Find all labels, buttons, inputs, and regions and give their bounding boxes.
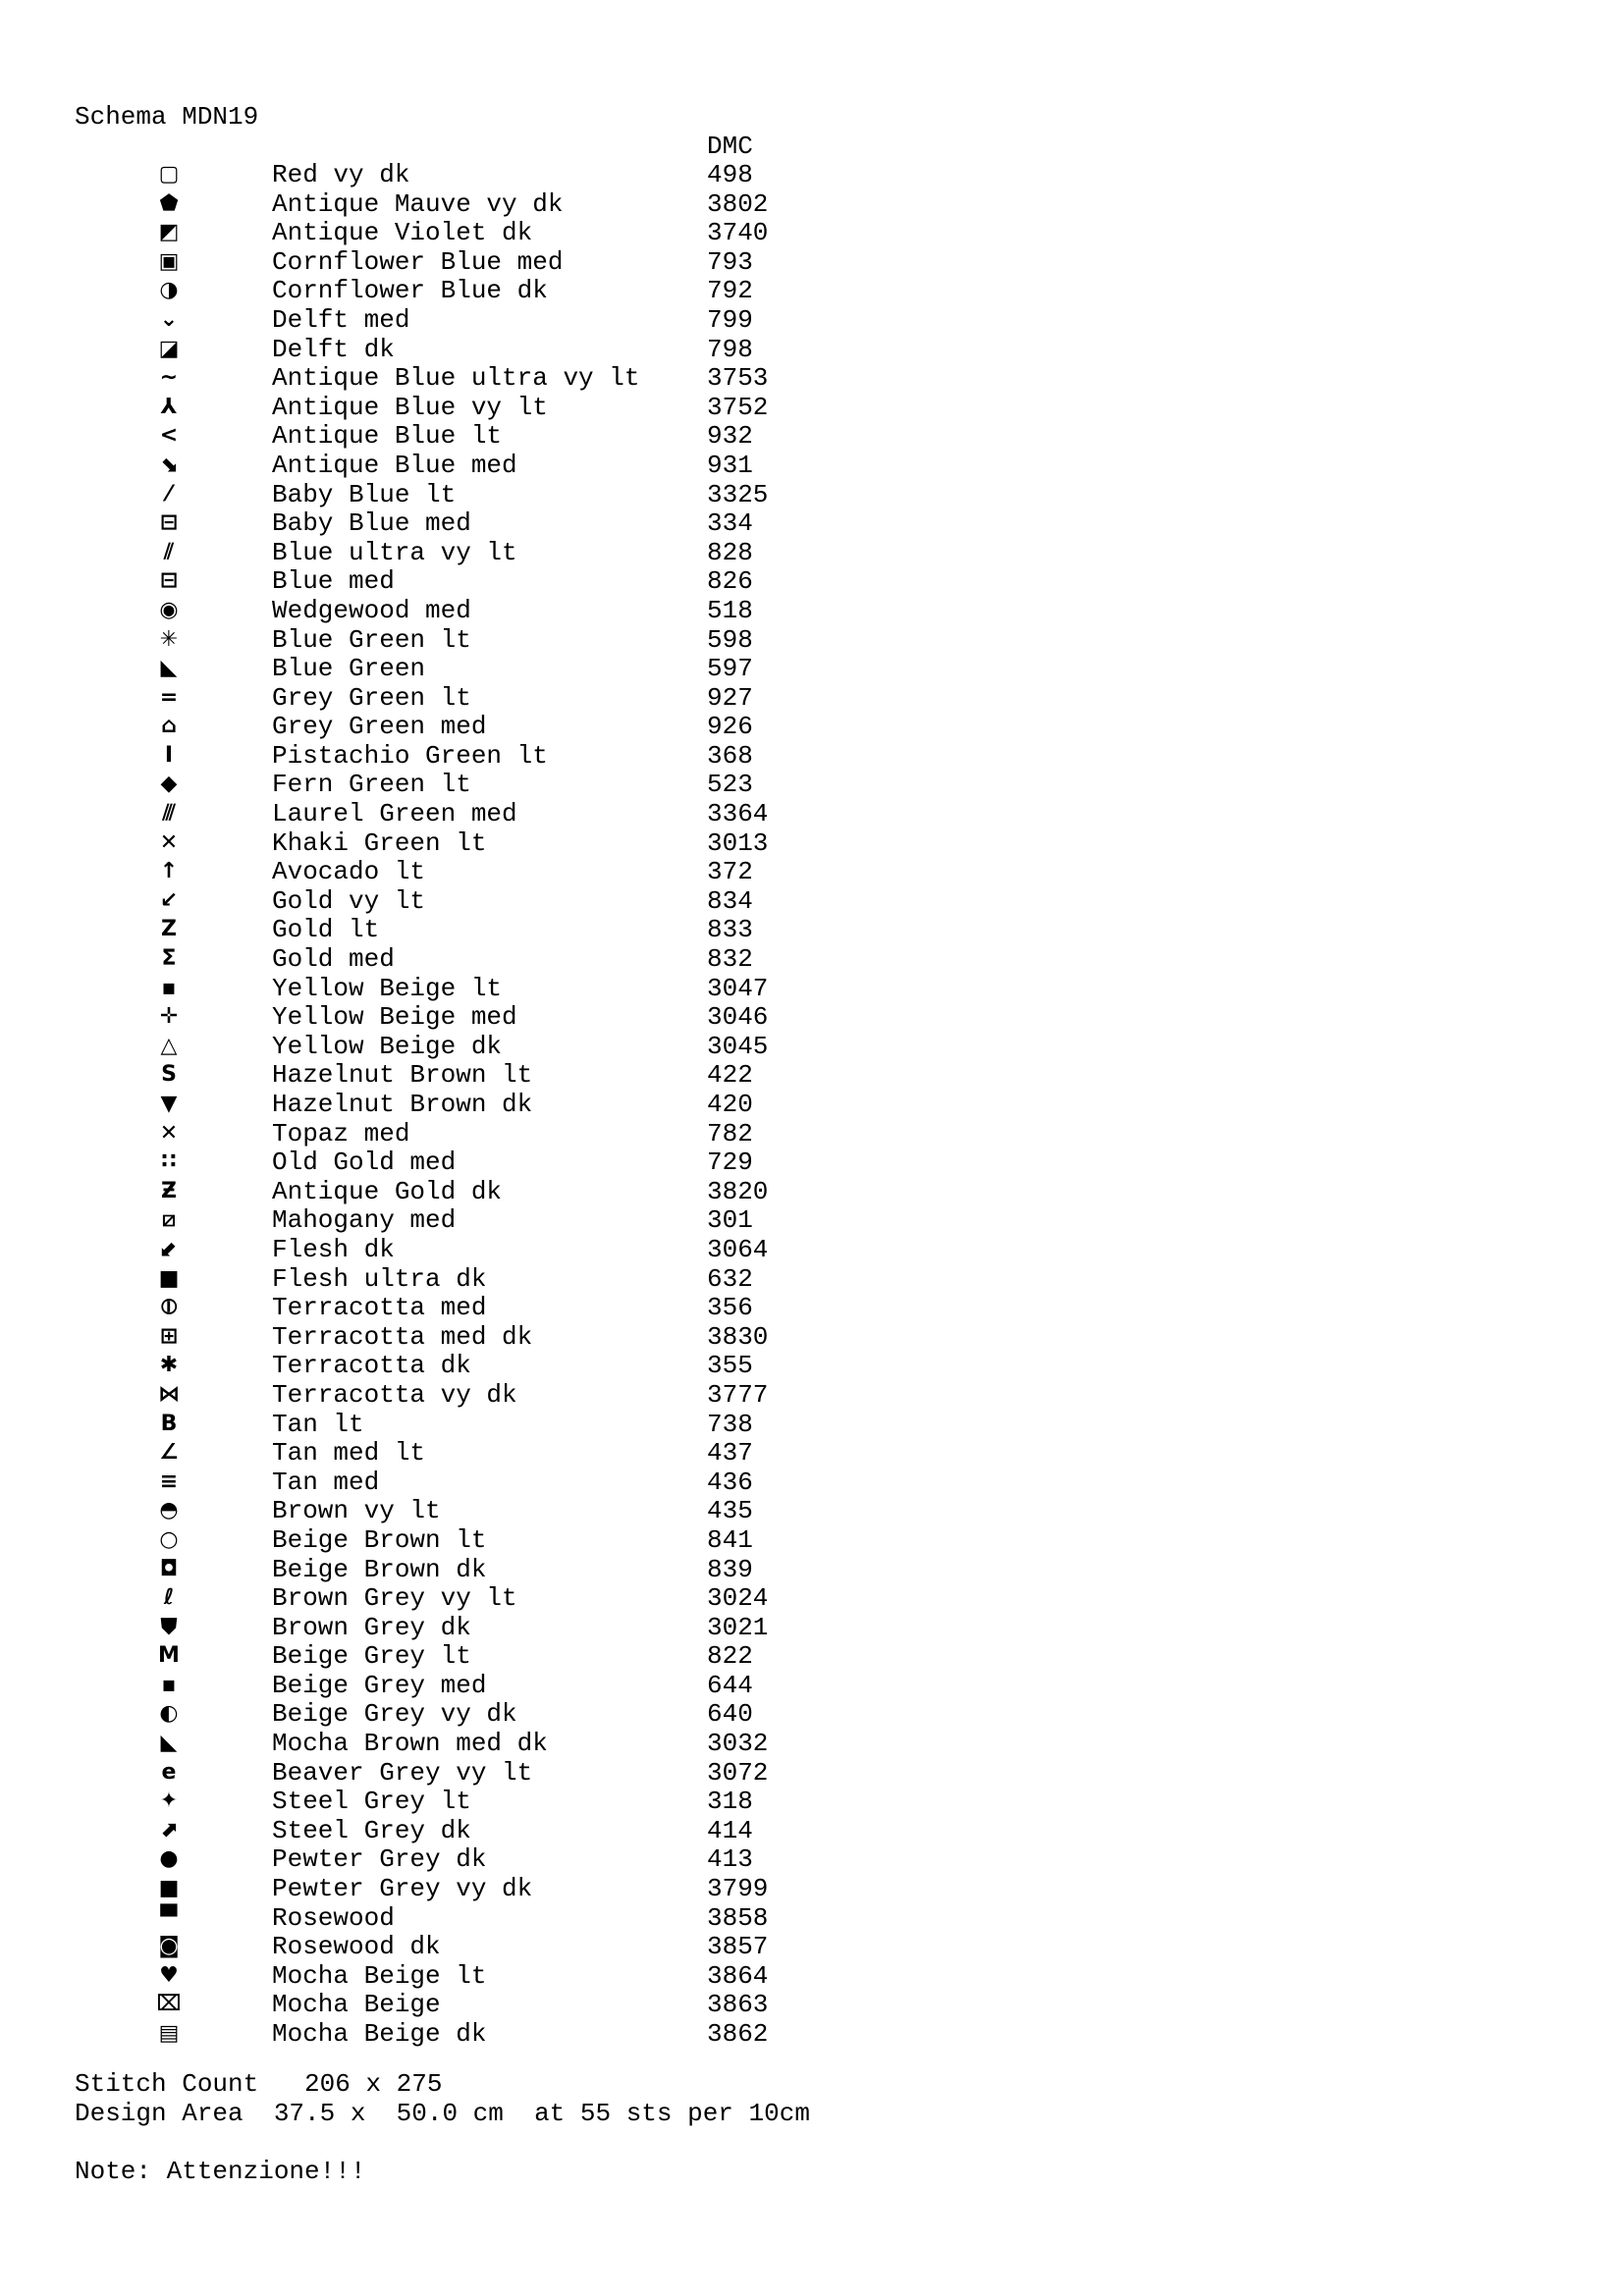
legend-row <box>0 218 884 247</box>
color-name: Antique Blue lt <box>272 421 503 452</box>
color-name: Blue med <box>272 566 395 597</box>
letter-e-icon: e <box>161 1759 177 1785</box>
dmc-code: 368 <box>707 740 753 771</box>
color-name: Beige Brown lt <box>272 1524 487 1555</box>
dmc-code: 927 <box>707 682 753 713</box>
legend-row <box>0 393 884 422</box>
color-name: Beige Brown dk <box>272 1554 487 1584</box>
color-name: Tan med <box>272 1467 380 1497</box>
legend-row <box>0 1758 884 1788</box>
legend-row <box>0 1351 884 1380</box>
legend-row <box>0 508 884 538</box>
dmc-code: 926 <box>707 712 753 742</box>
legend-row <box>0 1874 884 1903</box>
color-name: Blue Green <box>272 654 426 684</box>
legend-row <box>0 1119 884 1148</box>
dmc-code: 3857 <box>707 1932 769 1962</box>
chevron-down-boxed-icon: ⌄ <box>159 306 179 332</box>
dmc-code: 435 <box>707 1496 753 1526</box>
color-name: Mocha Brown med dk <box>272 1729 548 1759</box>
legend-row <box>0 1525 884 1555</box>
dmc-code: 793 <box>707 246 753 277</box>
legend-row <box>0 828 884 858</box>
dmc-code: 3830 <box>707 1321 769 1352</box>
square-outline-icon: ▢ <box>158 162 180 187</box>
color-name: Gold med <box>272 944 395 975</box>
y-fork-icon: ⅄ <box>160 394 178 419</box>
dmc-code: 3325 <box>707 479 769 509</box>
legend-row <box>0 1932 884 1961</box>
color-name: Blue Green lt <box>272 624 471 655</box>
dmc-code: 3858 <box>707 1902 769 1933</box>
small-square-icon: ▪ <box>161 975 177 1000</box>
dmc-code: 3777 <box>707 1379 769 1410</box>
dmc-code: 839 <box>707 1554 753 1584</box>
half-circle-icon: ◓ <box>159 1498 179 1523</box>
legend-row <box>0 566 884 596</box>
diamond-plus-icon: ✦ <box>159 1789 179 1814</box>
color-name: Terracotta dk <box>272 1351 471 1381</box>
legend-row <box>0 1729 884 1758</box>
color-name: Flesh ultra dk <box>272 1263 487 1294</box>
dmc-code: 828 <box>707 537 753 567</box>
dmc-code: 518 <box>707 595 753 625</box>
color-name: Antique Mauve vy dk <box>272 188 564 219</box>
legend-row <box>0 480 884 509</box>
legend-row <box>0 335 884 364</box>
legend-row <box>0 1293 884 1322</box>
color-legend <box>0 160 884 2049</box>
slash-dot-icon: ⁄ <box>167 481 171 507</box>
dmc-code: 318 <box>707 1787 753 1817</box>
color-name: Laurel Green med <box>272 799 517 829</box>
color-name: Tan med lt <box>272 1438 426 1468</box>
color-name: Cornflower Blue dk <box>272 276 548 306</box>
square-split-icon: ⊟ <box>159 510 179 536</box>
square-grid-icon: ⊞ <box>159 1323 179 1349</box>
circle-half-filled-icon: ◐ <box>159 1701 179 1727</box>
circle-outline-icon: ○ <box>159 1526 179 1552</box>
dmc-code: 3072 <box>707 1757 769 1788</box>
legend-row <box>0 1671 884 1700</box>
legend-row <box>0 1903 884 1933</box>
t-block-icon: ▀ <box>160 1904 178 1930</box>
star-asterisk-icon: ✱ <box>159 1353 179 1378</box>
color-name: Antique Violet dk <box>272 218 533 248</box>
color-name: Steel Grey lt <box>272 1787 471 1817</box>
stitch-count: Stitch Count 206 x 275 <box>75 2069 443 2099</box>
color-name: Flesh dk <box>272 1234 395 1264</box>
legend-row <box>0 189 884 219</box>
legend-row <box>0 1002 884 1032</box>
legend-row <box>0 683 884 713</box>
legend-row <box>0 451 884 480</box>
dmc-code: 3046 <box>707 1002 769 1033</box>
dmc-code: 301 <box>707 1205 753 1236</box>
legend-row <box>0 1032 884 1061</box>
square-window-icon: ◙ <box>158 1934 180 1959</box>
i-beam-icon: I <box>164 742 174 768</box>
legend-row <box>0 625 884 655</box>
dmc-code: 832 <box>707 944 753 975</box>
arrow-down-left-bold-icon: ⬋ <box>159 1236 179 1261</box>
tilde-icon: ∼ <box>159 365 179 391</box>
shield-icon: ⛊ <box>160 1614 178 1639</box>
color-name: Steel Grey dk <box>272 1815 471 1845</box>
triple-slash-icon: ⫻ <box>162 801 176 827</box>
dmc-code: 523 <box>707 770 753 800</box>
legend-row <box>0 799 884 828</box>
dmc-code: 3024 <box>707 1583 769 1614</box>
dmc-code: 437 <box>707 1438 753 1468</box>
dmc-code: 598 <box>707 624 753 655</box>
dmc-code: 931 <box>707 450 753 480</box>
script-l-icon: ℓ <box>163 1585 175 1611</box>
dmc-code: 597 <box>707 654 753 684</box>
design-area: Design Area 37.5 x 50.0 cm at 55 sts per 10cm <box>75 2099 810 2128</box>
dmc-code: 3752 <box>707 392 769 422</box>
color-name: Brown vy lt <box>272 1496 441 1526</box>
pentagon-filled-icon: ⬟ <box>159 190 179 216</box>
dmc-code: 3047 <box>707 973 769 1003</box>
dmc-code: 792 <box>707 276 753 306</box>
arrow-up-icon: ↑ <box>159 859 179 884</box>
legend-row <box>0 1961 884 1991</box>
color-name: Pewter Grey vy dk <box>272 1874 533 1904</box>
triangle-corner-icon: ◣ <box>160 656 178 681</box>
legend-row <box>0 276 884 305</box>
color-name: Terracotta vy dk <box>272 1379 517 1410</box>
color-name: Beige Grey vy dk <box>272 1699 517 1730</box>
double-x-icon: ✕ <box>159 829 179 855</box>
legend-row <box>0 538 884 567</box>
dmc-code: 422 <box>707 1060 753 1091</box>
arrow-down-right-box-icon: ⬊ <box>159 452 179 477</box>
dmc-code: 799 <box>707 304 753 335</box>
letter-z-icon: Z <box>161 917 177 942</box>
color-name: Avocado lt <box>272 857 426 887</box>
diamond-cross-icon: ◆ <box>160 772 178 797</box>
dmc-code: 822 <box>707 1641 753 1672</box>
square-diagonal-half-icon: ◩ <box>158 220 180 245</box>
color-name: Mocha Beige lt <box>272 1960 487 1991</box>
legend-row <box>0 247 884 277</box>
dmc-code: 372 <box>707 857 753 887</box>
color-name: Mahogany med <box>272 1205 457 1236</box>
right-triangle-icon: ◣ <box>160 1731 178 1756</box>
legend-row <box>0 1496 884 1525</box>
dmc-code: 632 <box>707 1263 753 1294</box>
circle-dot-icon: ◉ <box>159 597 179 622</box>
color-name: Gold lt <box>272 915 380 945</box>
dot-cross-icon: ✛ <box>159 1004 179 1030</box>
color-name: Hazelnut Brown lt <box>272 1060 533 1091</box>
square-inner-outline-icon: ▣ <box>158 248 180 274</box>
dmc-code: 932 <box>707 421 753 452</box>
dmc-code: 3064 <box>707 1234 769 1264</box>
note: Note: Attenzione!!! <box>75 2157 366 2186</box>
color-name: Antique Blue vy lt <box>272 392 548 422</box>
color-name: Antique Blue ultra vy lt <box>272 363 640 394</box>
dmc-code: 738 <box>707 1409 753 1439</box>
legend-row <box>0 421 884 451</box>
dmc-code: 498 <box>707 160 753 189</box>
square-large-filled-icon: ■ <box>158 1876 180 1901</box>
dmc-code: 644 <box>707 1670 753 1700</box>
x-mark-icon: ✕ <box>159 1120 179 1146</box>
color-name: Mocha Beige <box>272 1990 441 2020</box>
color-name: Old Gold med <box>272 1148 457 1178</box>
legend-row <box>0 770 884 799</box>
legend-row <box>0 1787 884 1816</box>
legend-row <box>0 1816 884 1845</box>
legend-row <box>0 363 884 393</box>
legend-row <box>0 1410 884 1439</box>
triangle-down-icon: ▼ <box>160 1092 178 1116</box>
legend-row <box>0 1438 884 1468</box>
dmc-code: 3753 <box>707 363 769 394</box>
color-name: Topaz med <box>272 1118 410 1148</box>
dmc-code: 841 <box>707 1524 753 1555</box>
dmc-code: 833 <box>707 915 753 945</box>
dmc-code: 729 <box>707 1148 753 1178</box>
dmc-code: 798 <box>707 334 753 364</box>
color-name: Tan lt <box>272 1409 364 1439</box>
angle-icon: ∠ <box>159 1440 179 1466</box>
color-name: Pewter Grey dk <box>272 1844 487 1875</box>
color-name: Baby Blue lt <box>272 479 457 509</box>
four-dots-icon: ∷ <box>161 1149 177 1175</box>
dmc-code: 3820 <box>707 1176 769 1206</box>
dmc-column-header: DMC <box>707 132 753 161</box>
legend-row <box>0 1613 884 1642</box>
x-box-icon: ⌧ <box>156 1992 182 2017</box>
legend-row <box>0 1090 884 1119</box>
legend-row <box>0 1322 884 1352</box>
color-name: Grey Green lt <box>272 682 471 713</box>
color-name: Wedgewood med <box>272 595 471 625</box>
legend-row <box>0 654 884 683</box>
triple-bar-icon: ≡ <box>159 1468 179 1494</box>
sigma-icon: Σ <box>161 946 177 972</box>
color-name: Terracotta med <box>272 1293 487 1323</box>
dmc-code: 436 <box>707 1467 753 1497</box>
letter-b-icon: B <box>160 1411 178 1436</box>
dmc-code: 3045 <box>707 1031 769 1061</box>
legend-row <box>0 915 884 944</box>
legend-row <box>0 944 884 974</box>
less-than-icon: < <box>159 423 179 449</box>
dmc-code: 356 <box>707 1293 753 1323</box>
color-name: Terracotta med dk <box>272 1321 533 1352</box>
color-name: Fern Green lt <box>272 770 471 800</box>
asterisk-icon: ✳ <box>159 626 179 652</box>
dmc-code: 334 <box>707 508 753 539</box>
color-name: Rosewood dk <box>272 1932 441 1962</box>
house-icon: ⌂ <box>161 714 177 739</box>
color-name: Delft dk <box>272 334 395 364</box>
legend-row <box>0 2019 884 2049</box>
bowtie-icon: ⋈ <box>158 1381 180 1407</box>
square-in-square-icon: ◘ <box>159 1556 179 1581</box>
color-name: Khaki Green lt <box>272 828 487 858</box>
arrow-up-right-box-icon: ⬈ <box>159 1817 179 1842</box>
color-name: Mocha Beige dk <box>272 2019 487 2049</box>
square-line-icon: ⊟ <box>159 568 179 594</box>
color-name: Yellow Beige med <box>272 1002 517 1033</box>
small-square-alt-icon: ▪ <box>161 1672 177 1697</box>
color-name: Cornflower Blue med <box>272 246 564 277</box>
legend-row <box>0 1205 884 1235</box>
square-top-bar-icon: ▤ <box>158 2021 180 2046</box>
color-name: Antique Blue med <box>272 450 517 480</box>
color-name: Beige Grey lt <box>272 1641 471 1672</box>
letter-m-icon: M <box>158 1643 180 1669</box>
color-name: Delft med <box>272 304 410 335</box>
dmc-code: 3021 <box>707 1612 769 1642</box>
dmc-code: 640 <box>707 1699 753 1730</box>
double-bar-icon: = <box>159 684 179 710</box>
color-name: Grey Green med <box>272 712 487 742</box>
dmc-code: 420 <box>707 1090 753 1119</box>
dmc-code: 826 <box>707 566 753 597</box>
dmc-code: 355 <box>707 1351 753 1381</box>
circle-half-diagonal-icon: ◑ <box>159 278 179 303</box>
legend-row <box>0 1380 884 1410</box>
dmc-code: 3364 <box>707 799 769 829</box>
dmc-code: 3013 <box>707 828 769 858</box>
color-name: Baby Blue med <box>272 508 471 539</box>
dmc-code: 3799 <box>707 1874 769 1904</box>
legend-row <box>0 1177 884 1206</box>
legend-row <box>0 1468 884 1497</box>
dmc-code: 782 <box>707 1118 753 1148</box>
square-corner-triangle-icon: ◪ <box>158 336 180 361</box>
triangle-outline-icon: △ <box>160 1033 178 1058</box>
legend-row <box>0 857 884 886</box>
circle-filled-icon: ● <box>159 1846 179 1872</box>
color-name: Yellow Beige dk <box>272 1031 503 1061</box>
legend-row <box>0 1990 884 2019</box>
legend-row <box>0 741 884 771</box>
color-name: Yellow Beige lt <box>272 973 503 1003</box>
color-name: Gold vy lt <box>272 885 426 916</box>
dmc-code: 3740 <box>707 218 769 248</box>
legend-row <box>0 1641 884 1671</box>
legend-row <box>0 1148 884 1177</box>
square-x-half-icon: ⧄ <box>162 1207 176 1233</box>
legend-row <box>0 1235 884 1264</box>
color-name: Beige Grey med <box>272 1670 487 1700</box>
legend-row <box>0 1583 884 1613</box>
double-slash-icon: ⫽ <box>164 539 174 564</box>
dmc-code: 834 <box>707 885 753 916</box>
color-name: Hazelnut Brown dk <box>272 1090 533 1119</box>
heart-icon: ♥ <box>159 1962 179 1988</box>
color-name: Red vy dk <box>272 160 410 189</box>
legend-row <box>0 974 884 1003</box>
legend-row <box>0 1844 884 1874</box>
arrow-down-left-icon: ↙ <box>159 887 179 913</box>
legend-row <box>0 1699 884 1729</box>
dmc-code: 3864 <box>707 1960 769 1991</box>
letter-s-icon: S <box>161 1062 177 1088</box>
square-filled-icon: ■ <box>158 1265 180 1291</box>
chart-title: Schema MDN19 <box>75 102 259 132</box>
dmc-code: 413 <box>707 1844 753 1875</box>
color-name: Brown Grey dk <box>272 1612 471 1642</box>
circle-vertical-line-icon: ⦶ <box>161 1295 177 1320</box>
legend-row <box>0 1060 884 1090</box>
dmc-code: 414 <box>707 1815 753 1845</box>
color-name: Beaver Grey vy lt <box>272 1757 533 1788</box>
legend-row <box>0 305 884 335</box>
color-name: Rosewood <box>272 1902 395 1933</box>
legend-row <box>0 1264 884 1294</box>
color-name: Blue ultra vy lt <box>272 537 517 567</box>
legend-row <box>0 596 884 625</box>
color-name: Brown Grey vy lt <box>272 1583 517 1614</box>
color-name: Pistachio Green lt <box>272 740 548 771</box>
dmc-code: 3032 <box>707 1729 769 1759</box>
legend-row <box>0 886 884 916</box>
legend-row <box>0 1555 884 1584</box>
legend-row <box>0 160 884 189</box>
legend-row <box>0 712 884 741</box>
dmc-code: 3862 <box>707 2019 769 2049</box>
letter-z-alt-icon: Ƶ <box>161 1178 177 1203</box>
dmc-code: 3863 <box>707 1990 769 2020</box>
color-name: Antique Gold dk <box>272 1176 503 1206</box>
dmc-code: 3802 <box>707 188 769 219</box>
